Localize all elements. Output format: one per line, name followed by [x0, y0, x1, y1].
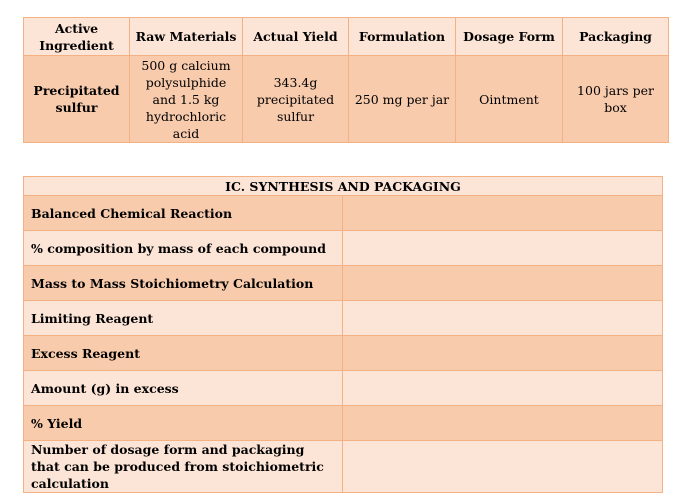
- cell-active-ingredient: Precipitated sulfur: [24, 56, 130, 143]
- row-value[interactable]: [343, 371, 663, 406]
- table-row: [24, 231, 663, 266]
- row-value[interactable]: [343, 231, 663, 266]
- cell-raw-materials: 500 g calcium polysulphide and 1.5 kg hydrochloric acid: [130, 56, 243, 143]
- row-value[interactable]: [343, 336, 663, 371]
- table-header-row: [24, 18, 669, 56]
- header-formulation: Formulation: [349, 18, 456, 56]
- row-label: % Yield: [24, 406, 343, 441]
- table-row: [24, 441, 663, 493]
- header-raw-materials: Raw Materials: [130, 18, 243, 56]
- cell-actual-yield: 343.4g precipitated sulfur: [243, 56, 349, 143]
- table-row: [24, 301, 663, 336]
- row-label: Amount (g) in excess: [24, 371, 343, 406]
- product-info-table: [23, 17, 669, 143]
- table-row: [24, 371, 663, 406]
- row-label: Mass to Mass Stoichiometry Calculation: [24, 266, 343, 301]
- header-active-ingredient: Active Ingredient: [24, 18, 130, 56]
- synthesis-packaging-table: [23, 176, 663, 493]
- cell-packaging: 100 jars per box: [563, 56, 669, 143]
- header-actual-yield: Actual Yield: [243, 18, 349, 56]
- row-value[interactable]: [343, 301, 663, 336]
- row-label: Limiting Reagent: [24, 301, 343, 336]
- header-packaging: Packaging: [563, 18, 669, 56]
- row-label: Number of dosage form and packaging that can be produced from stoichiometric calculation: [24, 441, 343, 493]
- row-value[interactable]: [343, 441, 663, 493]
- table-title-row: [24, 177, 663, 196]
- table-row: [24, 406, 663, 441]
- table-row: [24, 196, 663, 231]
- table-row: [24, 56, 669, 143]
- section-title: IC. SYNTHESIS AND PACKAGING: [24, 177, 663, 196]
- row-value[interactable]: [343, 266, 663, 301]
- cell-dosage-form: Ointment: [456, 56, 563, 143]
- row-label: % composition by mass of each compound: [24, 231, 343, 266]
- table-row: [24, 336, 663, 371]
- cell-formulation: 250 mg per jar: [349, 56, 456, 143]
- row-value[interactable]: [343, 406, 663, 441]
- row-label: Balanced Chemical Reaction: [24, 196, 343, 231]
- row-label: Excess Reagent: [24, 336, 343, 371]
- row-value[interactable]: [343, 196, 663, 231]
- header-dosage-form: Dosage Form: [456, 18, 563, 56]
- table-row: [24, 266, 663, 301]
